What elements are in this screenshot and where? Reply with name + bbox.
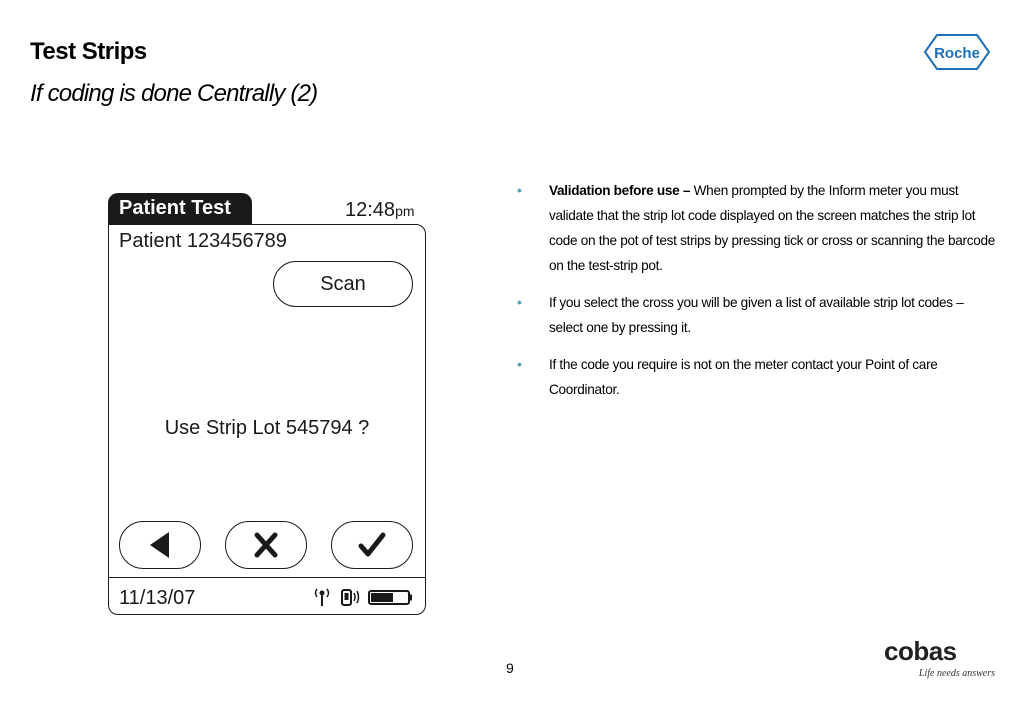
back-button[interactable]: [119, 521, 201, 569]
bullet-lead: Validation before use –: [549, 183, 691, 198]
meter-screen: [108, 193, 426, 615]
slide-subtitle: If coding is done Centrally (2): [30, 80, 318, 107]
page-number: 9: [506, 660, 514, 676]
bullet-icon: •: [517, 182, 522, 198]
cobas-logo: [884, 636, 999, 684]
back-icon: [147, 530, 173, 560]
bullet-icon: •: [517, 356, 522, 372]
tick-icon: [357, 531, 387, 559]
cross-icon: [252, 531, 280, 559]
patient-id: Patient 123456789: [119, 230, 287, 252]
bullet-text: When prompted by the Inform meter you must validate that the strip lot code displayed on the screen matches the strip lot code on the pot of test strips by pressing tick or cross or scanning the barcode on the test-strip pot.: [549, 183, 995, 273]
vibrate-icon: [342, 590, 359, 605]
list-item: [517, 352, 995, 402]
scan-button[interactable]: Scan: [273, 261, 413, 307]
roche-logo-text: Roche: [934, 45, 980, 62]
cobas-wordmark: cobas: [884, 636, 957, 666]
list-item: [517, 290, 995, 340]
meter-body: [108, 224, 426, 615]
battery-icon: [369, 591, 412, 604]
meter-status-icons: [313, 585, 417, 609]
list-item: [517, 178, 995, 278]
meter-time-suffix: pm: [395, 203, 415, 219]
meter-date: 11/13/07: [119, 587, 196, 609]
meter-tab-title: Patient Test: [108, 193, 252, 225]
roche-logo: [923, 33, 991, 71]
cobas-tagline: Life needs answers: [918, 668, 995, 679]
meter-footer-divider: [109, 577, 425, 578]
antenna-icon: [316, 589, 329, 606]
meter-clock: [345, 199, 415, 222]
bullet-text: If the code you require is not on the meter contact your Point of care Coordinator.: [549, 357, 938, 397]
bullet-icon: •: [517, 294, 522, 310]
slide-title: Test Strips: [30, 38, 147, 65]
tick-button[interactable]: [331, 521, 413, 569]
strip-lot-prompt: Use Strip Lot 545794 ?: [164, 417, 370, 439]
bullet-text: If you select the cross you will be given a list of available strip lot codes – select one by pressing it.: [549, 295, 964, 335]
meter-time: 12:48: [345, 199, 396, 221]
instruction-list: [517, 178, 995, 414]
cross-button[interactable]: [225, 521, 307, 569]
